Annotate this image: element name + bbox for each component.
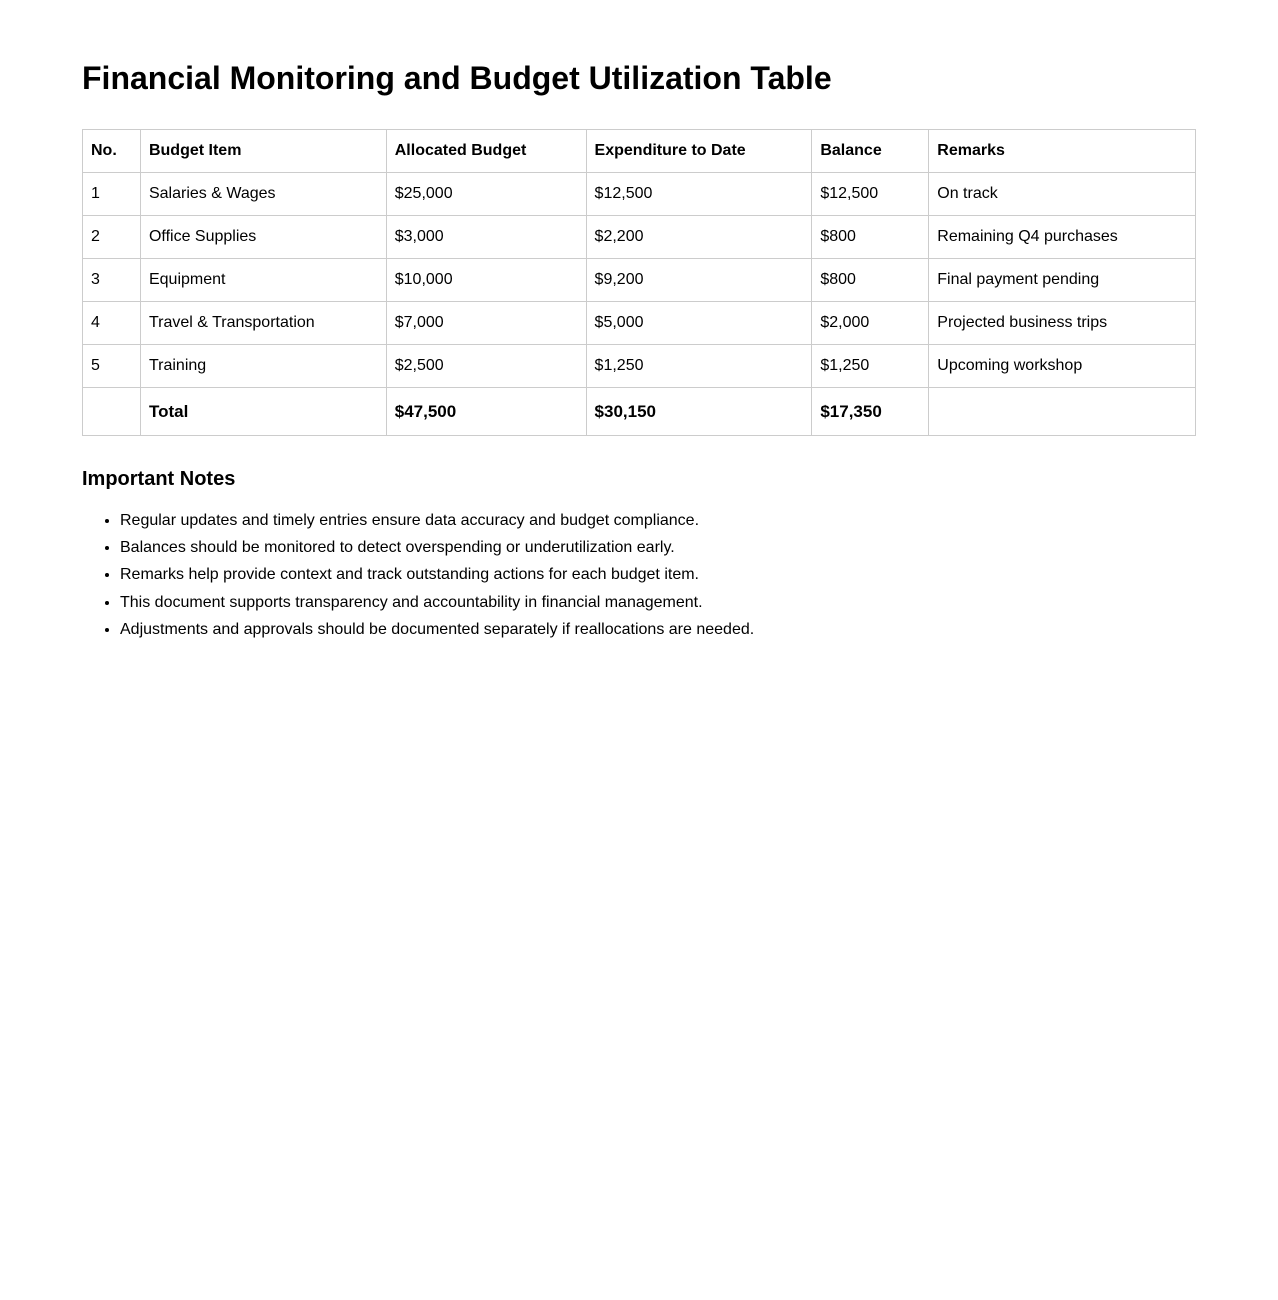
table-row [83,259,1196,302]
cell-no: 5 [83,345,141,388]
total-label: Total [140,388,386,436]
total-row [83,388,1196,436]
list-item: • Remarks help provide context and track outstanding actions for each budget item. [120,561,754,588]
header-budget-item: Budget Item [140,130,386,173]
cell-expenditure: $9,200 [586,259,812,302]
page-title: Financial Monitoring and Budget Utilization Table [82,60,832,96]
header-expenditure: Expenditure to Date [586,130,812,173]
header-remarks: Remarks [929,130,1196,173]
cell-allocated: $2,500 [386,345,586,388]
list-item: • Adjustments and approvals should be documented separately if reallocations are needed. [120,616,754,643]
total-expenditure: $30,150 [586,388,812,436]
list-item: • Balances should be monitored to detect overspending or underutilization early. [120,534,754,561]
table-row [83,216,1196,259]
cell-expenditure: $5,000 [586,302,812,345]
cell-balance: $800 [812,259,929,302]
table-row [83,302,1196,345]
cell-allocated: $10,000 [386,259,586,302]
cell-no: 3 [83,259,141,302]
cell-remarks: Final payment pending [929,259,1196,302]
cell-remarks: Upcoming workshop [929,345,1196,388]
cell-budget-item: Travel & Transportation [140,302,386,345]
cell-balance: $2,000 [812,302,929,345]
header-allocated-budget: Allocated Budget [386,130,586,173]
notes-heading: Important Notes [82,468,236,490]
cell-balance: $800 [812,216,929,259]
header-no: No. [83,130,141,173]
cell-budget-item: Equipment [140,259,386,302]
cell-budget-item: Office Supplies [140,216,386,259]
budget-table [82,129,1196,436]
total-allocated: $47,500 [386,388,586,436]
table-header-row [83,130,1196,173]
cell-remarks-empty [929,388,1196,436]
cell-no: 4 [83,302,141,345]
cell-no-empty [83,388,141,436]
cell-allocated: $25,000 [386,173,586,216]
cell-remarks: Projected business trips [929,302,1196,345]
list-item: • This document supports transparency and accountability in financial management. [120,589,754,616]
cell-balance: $12,500 [812,173,929,216]
cell-budget-item: Training [140,345,386,388]
cell-expenditure: $1,250 [586,345,812,388]
cell-remarks: Remaining Q4 purchases [929,216,1196,259]
cell-expenditure: $12,500 [586,173,812,216]
notes-list [82,507,754,643]
cell-allocated: $3,000 [386,216,586,259]
cell-balance: $1,250 [812,345,929,388]
cell-expenditure: $2,200 [586,216,812,259]
cell-no: 2 [83,216,141,259]
cell-no: 1 [83,173,141,216]
cell-allocated: $7,000 [386,302,586,345]
table-row [83,345,1196,388]
header-balance: Balance [812,130,929,173]
total-balance: $17,350 [812,388,929,436]
list-item: • Regular updates and timely entries ensure data accuracy and budget compliance. [120,507,754,534]
cell-budget-item: Salaries & Wages [140,173,386,216]
table-row [83,173,1196,216]
cell-remarks: On track [929,173,1196,216]
